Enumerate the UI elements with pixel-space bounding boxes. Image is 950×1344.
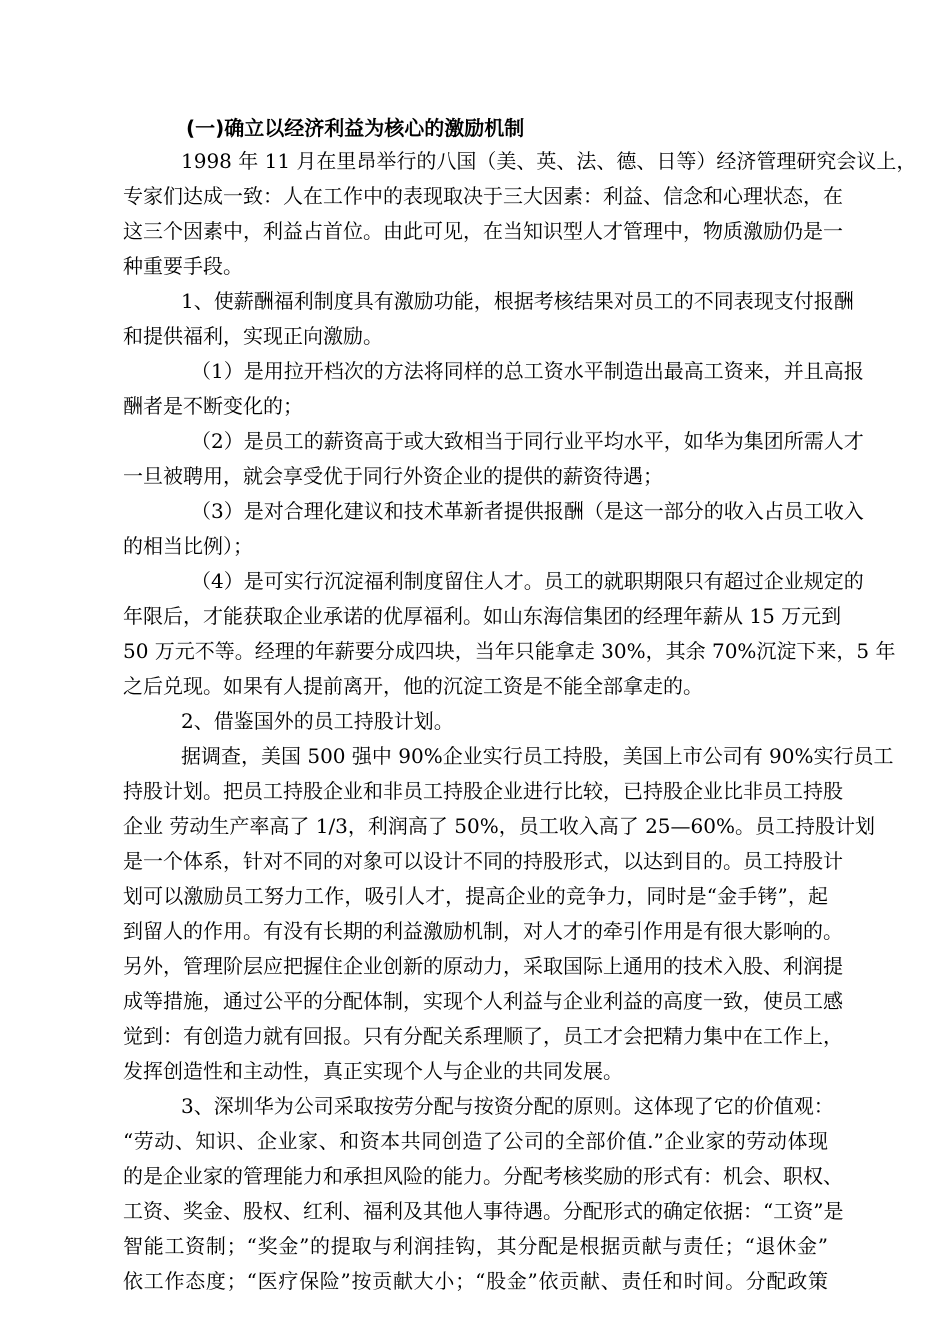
body-text (123, 144, 917, 1299)
paragraph-line: 50 万元不等。经理的年薪要分成四块，当年只能拿走 30%，其余 70%沉淀下来，5 年 (123, 639, 896, 663)
paragraph-line: 依工作态度；“医疗保险”按贡献大小；“股金”依贡献、责任和时间。分配政策 (123, 1269, 828, 1293)
paragraph-line: 到留人的作用。有没有长期的利益激励机制，对人才的牵引作用是有很大影响的。 (123, 919, 843, 943)
paragraph-line: 成等措施，通过公平的分配体制，实现个人利益与企业利益的高度一致，使员工感 (123, 989, 843, 1013)
paragraph-line: （3）是对合理化建议和技术革新者提供报酬（是这一部分的收入占员工收入 (191, 499, 864, 523)
paragraph-line: 3、深圳华为公司采取按劳分配与按资分配的原则。这体现了它的价值观： (181, 1094, 834, 1118)
paragraph-line: 另外，管理阶层应把握住企业创新的原动力，采取国际上通用的技术入股、利润提 (123, 954, 843, 978)
paragraph-line: 工资、奖金、股权、红利、福利及其他人事待遇。分配形式的确定依据：“工资”是 (123, 1199, 844, 1223)
paragraph-line: 发挥创造性和主动性，真正实现个人与企业的共同发展。 (123, 1059, 623, 1083)
paragraph-line: 这三个因素中，利益占首位。由此可见，在当知识型人才管理中，物质激励仍是一 (123, 219, 843, 243)
paragraph-line: 企业 劳动生产率高了 1/3，利润高了 50%，员工收入高了 25—60%。员工持股计划 (123, 814, 875, 838)
paragraph-line: “劳动、知识、企业家、和资本共同创造了公司的全部价值.”企业家的劳动体现 (123, 1129, 828, 1153)
paragraph-line: （2）是员工的薪资高于或大致相当于同行业平均水平，如华为集团所需人才 (191, 429, 864, 453)
paragraph-line: 智能工资制；“奖金”的提取与利润挂钩，其分配是根据贡献与责任；“退休金” (123, 1234, 828, 1258)
paragraph-line: 觉到：有创造力就有回报。只有分配关系理顺了，员工才会把精力集中在工作上， (123, 1024, 843, 1048)
paragraph-line: 年限后，才能获取企业承诺的优厚福利。如山东海信集团的经理年薪从 15 万元到 (123, 604, 842, 628)
paragraph-line: 的是企业家的管理能力和承担风险的能力。分配考核奖励的形式有：机会、职权、 (123, 1164, 843, 1188)
paragraph-line: 一旦被聘用，就会享受优于同行外资企业的提供的薪资待遇； (123, 464, 663, 488)
paragraph-line: 持股计划。把员工持股企业和非员工持股企业进行比较，已持股企业比非员工持股 (123, 779, 843, 803)
paragraph-line: 种重要手段。 (123, 254, 243, 278)
paragraph-line: 和提供福利，实现正向激励。 (123, 324, 383, 348)
section-heading: (一)确立以经济利益为核心的激励机制 (186, 116, 525, 140)
paragraph-line: 是一个体系，针对不同的对象可以设计不同的持股形式，以达到目的。员工持股计 (123, 849, 843, 873)
paragraph-line: （1）是用拉开档次的方法将同样的总工资水平制造出最高工资来，并且高报 (191, 359, 864, 383)
paragraph-line: 据调查，美国 500 强中 90%企业实行员工持股，美国上市公司有 90%实行员工 (181, 744, 894, 768)
paragraph-line: 之后兑现。如果有人提前离开，他的沉淀工资是不能全部拿走的。 (123, 674, 703, 698)
paragraph-line: 专家们达成一致：人在工作中的表现取决于三大因素：利益、信念和心理状态，在 (123, 184, 843, 208)
paragraph-line: 的相当比例）； (123, 534, 253, 558)
paragraph-line: 划可以激励员工努力工作，吸引人才，提高企业的竞争力，同时是“金手铐”，起 (123, 884, 828, 908)
paragraph-line: 2、借鉴国外的员工持股计划。 (181, 709, 454, 733)
paragraph-line: 1998 年 11 月在里昂举行的八国（美、英、法、德、日等）经济管理研究会议上， (181, 149, 917, 173)
paragraph-line: 酬者是不断变化的； (123, 394, 303, 418)
paragraph-line: 1、使薪酬福利制度具有激励功能，根据考核结果对员工的不同表现支付报酬 (181, 289, 854, 313)
paragraph-line: （4）是可实行沉淀福利制度留住人才。员工的就职期限只有超过企业规定的 (191, 569, 864, 593)
